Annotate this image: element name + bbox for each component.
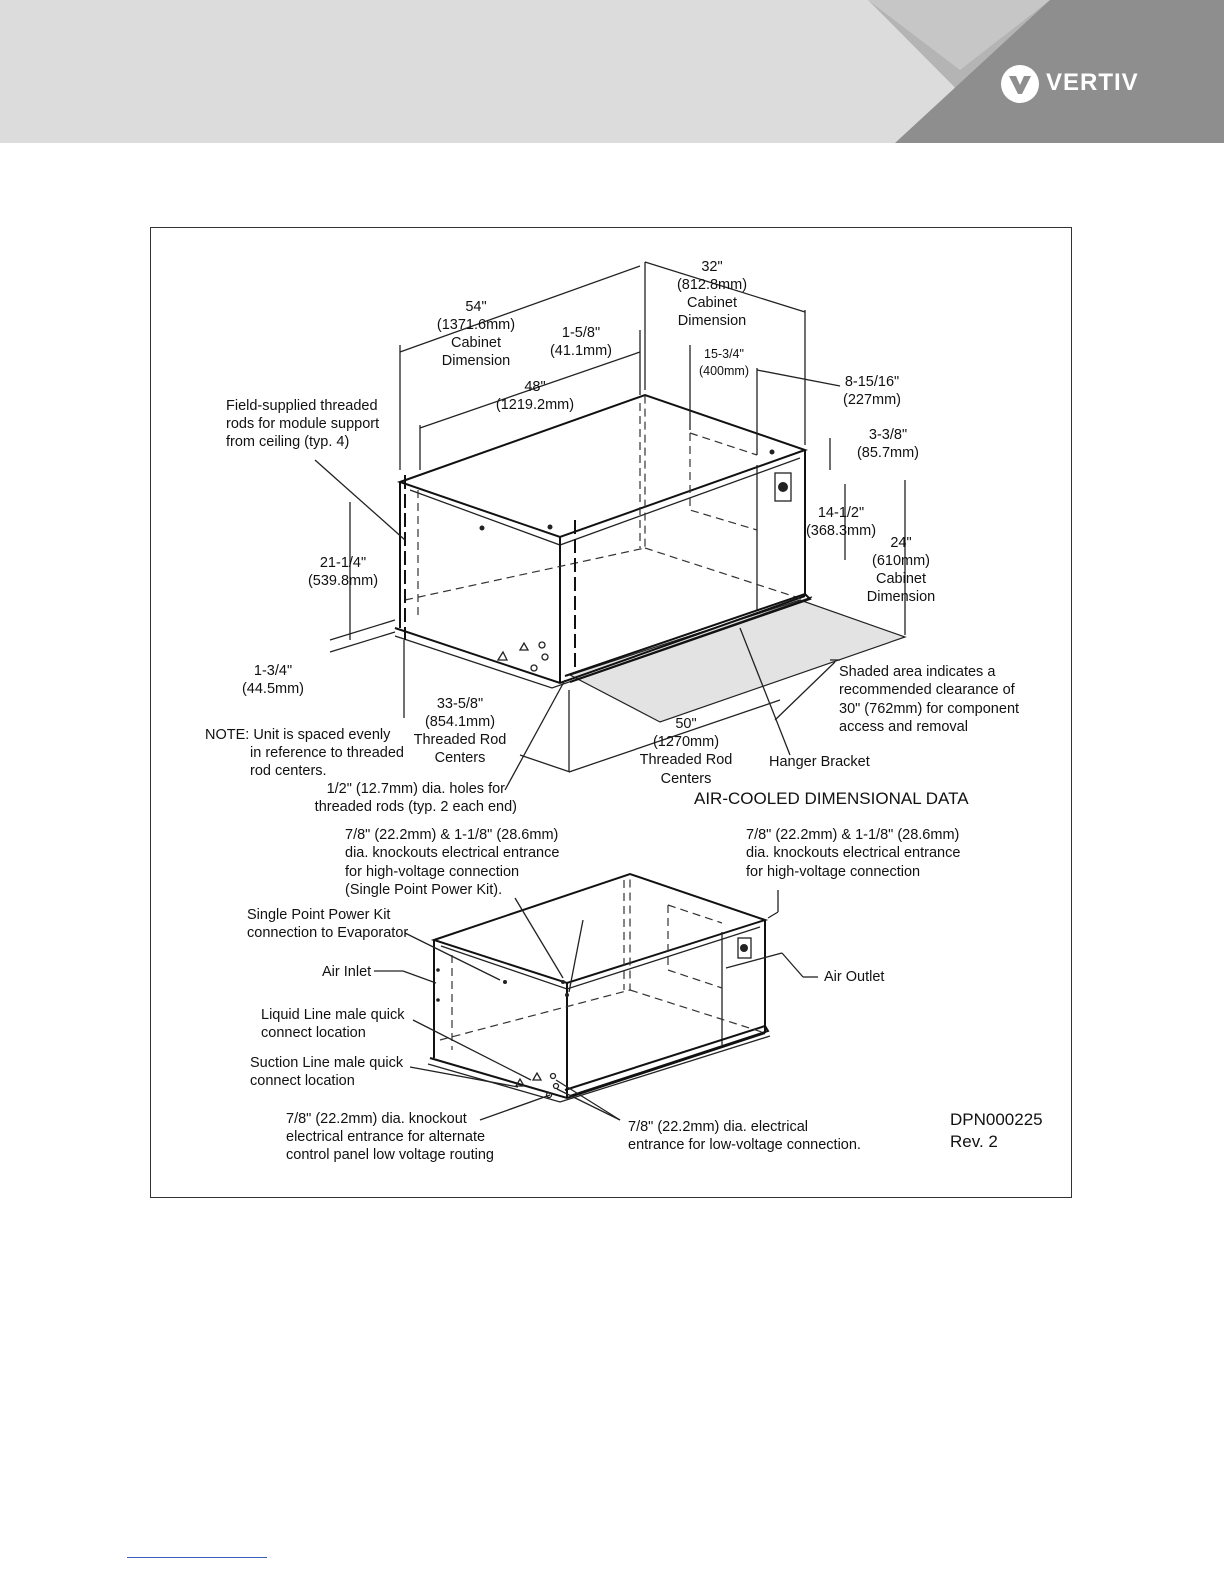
spacing-note-line1: NOTE: Unit is spaced evenly <box>205 727 391 743</box>
dim-1-3-4-line2: (44.5mm) <box>241 681 305 697</box>
liquid-line-line2: connect location <box>261 1025 366 1041</box>
dim-33-5-8-line3: Threaded Rod <box>413 732 507 748</box>
holes-note-line1: 1/2" (12.7mm) dia. holes for <box>326 781 505 797</box>
dim-15-3-4-line1: 15-3/4" <box>704 347 744 361</box>
threaded-rods-note-line2: rods for module support <box>226 416 380 432</box>
knockout-alt-line1: 7/8" (22.2mm) dia. knockout <box>286 1111 467 1127</box>
dim-1-5-8-line1: 1-5/8" <box>561 325 601 341</box>
dim-21-1-4-line1: 21-1/4" <box>319 555 367 571</box>
dim-32-line1: 32" <box>701 259 723 275</box>
dim-50-line1: 50" <box>675 716 697 732</box>
dim-14-1-2-line2: (368.3mm) <box>805 523 877 539</box>
doc-number: DPN000225 <box>950 1110 1043 1129</box>
dim-14-1-2-line1: 14-1/2" <box>817 505 865 521</box>
knockout-alt-line2: electrical entrance for alternate <box>286 1129 486 1145</box>
low-voltage-line1: 7/8" (22.2mm) dia. electrical <box>628 1119 809 1135</box>
diagram-title: AIR-COOLED DIMENSIONAL DATA <box>694 789 969 808</box>
knockouts-left-line3: for high-voltage connection <box>345 864 520 880</box>
knockouts-left-line4: (Single Point Power Kit). <box>345 882 503 898</box>
dim-24-line3: Cabinet <box>876 571 926 587</box>
clearance-note-line4: access and removal <box>839 719 968 735</box>
liquid-line-line1: Liquid Line male quick <box>261 1007 405 1023</box>
bottom-cabinet-view <box>428 874 770 1102</box>
top-cabinet-view <box>395 395 908 722</box>
dim-3-3-8-line1: 3-3/8" <box>868 427 908 443</box>
dim-24-line4: Dimension <box>866 589 936 605</box>
dim-15-3-4-line2: (400mm) <box>698 364 750 378</box>
dim-32-line4: Dimension <box>677 313 747 329</box>
single-point-line2: connection to Evaporator <box>247 925 409 941</box>
dim-54-line4: Dimension <box>441 353 511 369</box>
holes-note-line2: threaded rods (typ. 2 each end) <box>314 799 517 815</box>
suction-line-line2: connect location <box>250 1073 355 1089</box>
dim-1-3-4-line1: 1-3/4" <box>253 663 293 679</box>
threaded-rods-note-line3: from ceiling (typ. 4) <box>226 434 350 450</box>
dim-3-3-8-line2: (85.7mm) <box>856 445 920 461</box>
suction-line-line1: Suction Line male quick <box>250 1055 404 1071</box>
spacing-note-line2: in reference to threaded <box>250 745 404 761</box>
brand-name: VERTIV <box>1046 69 1139 96</box>
air-outlet-label: Air Outlet <box>824 969 885 985</box>
knockouts-left-line1: 7/8" (22.2mm) & 1-1/8" (28.6mm) <box>345 827 559 843</box>
dim-24-line1: 24" <box>890 535 912 551</box>
dim-48-line2: (1219.2mm) <box>495 397 575 413</box>
cabinet-top-face <box>400 395 805 537</box>
dim-8-15-16-line1: 8-15/16" <box>844 374 900 390</box>
clearance-note-line2: recommended clearance of <box>839 682 1015 698</box>
knockouts-left-line2: dia. knockouts electrical entrance <box>345 845 560 861</box>
dim-1-5-8-line2: (41.1mm) <box>549 343 613 359</box>
threaded-rods-note-line1: Field-supplied threaded <box>226 398 378 414</box>
clearance-note-line3: 30" (762mm) for component <box>839 701 1020 717</box>
dim-50-line3: Threaded Rod <box>639 752 733 768</box>
single-point-line1: Single Point Power Kit <box>247 907 391 923</box>
dim-54-line3: Cabinet <box>451 335 501 351</box>
dim-33-5-8-line1: 33-5/8" <box>436 696 484 712</box>
knockouts-right-line1: 7/8" (22.2mm) & 1-1/8" (28.6mm) <box>746 827 960 843</box>
dim-54-line1: 54" <box>465 299 487 315</box>
footer-link-underline[interactable] <box>127 1557 267 1558</box>
dim-8-15-16-line2: (227mm) <box>842 392 902 408</box>
dim-32-line2: (812.8mm) <box>676 277 748 293</box>
dim-48-line1: 48" <box>524 379 546 395</box>
hanger-bracket-label: Hanger Bracket <box>769 754 870 770</box>
spacing-note-line3: rod centers. <box>250 763 327 779</box>
low-voltage-line2: entrance for low-voltage connection. <box>628 1137 861 1153</box>
knockout-alt-line3: control panel low voltage routing <box>286 1147 494 1163</box>
knockouts-right-line2: dia. knockouts electrical entrance <box>746 845 961 861</box>
top-view-labels <box>205 259 1019 815</box>
dim-33-5-8-line4: Centers <box>434 750 486 766</box>
dim-54-line2: (1371.6mm) <box>436 317 516 333</box>
revision: Rev. 2 <box>950 1132 998 1151</box>
dim-24-line2: (610mm) <box>871 553 931 569</box>
dim-21-1-4-line2: (539.8mm) <box>307 573 379 589</box>
knockouts-right-line3: for high-voltage connection <box>746 864 921 880</box>
dim-33-5-8-line2: (854.1mm) <box>424 714 496 730</box>
clearance-note-line1: Shaded area indicates a <box>839 664 996 680</box>
dim-32-line3: Cabinet <box>687 295 737 311</box>
air-inlet-label: Air Inlet <box>322 964 372 980</box>
dim-50-line4: Centers <box>660 771 712 787</box>
dim-50-line2: (1270mm) <box>652 734 720 750</box>
